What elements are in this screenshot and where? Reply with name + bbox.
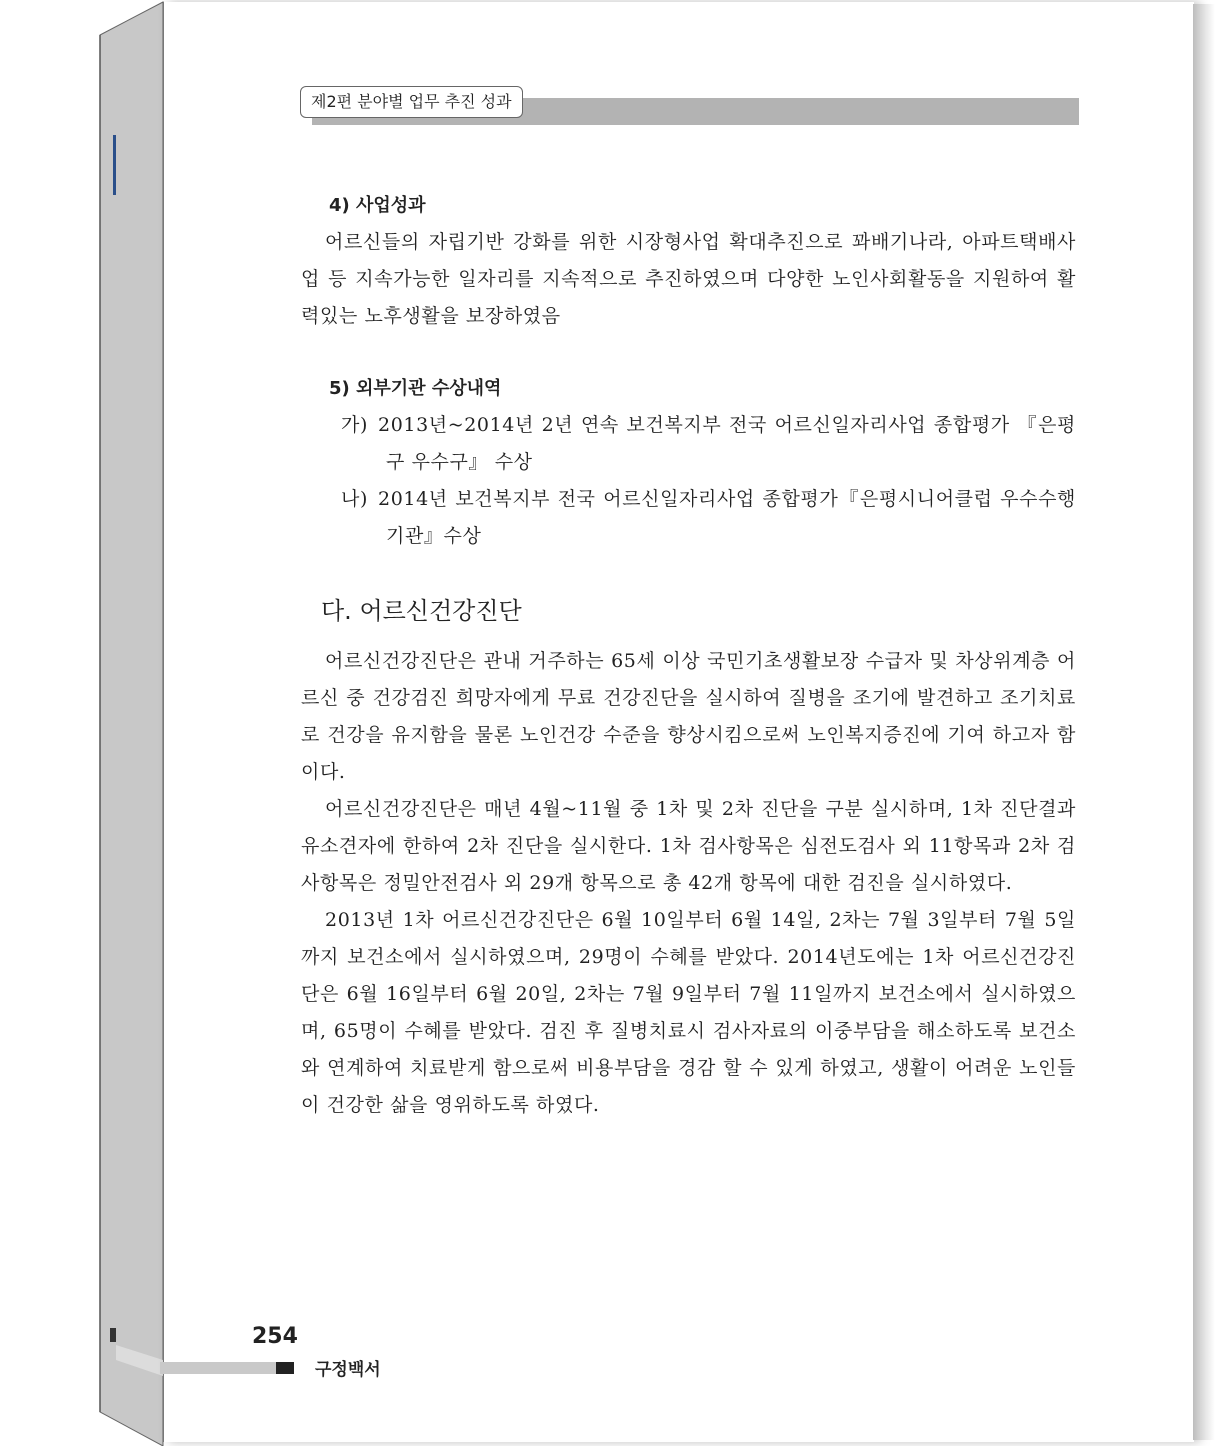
- business-results-heading: 4) 사업성과: [329, 195, 426, 216]
- health-paragraph-3: 2013년 1차 어르신건강진단은 6월 10일부터 6월 14일, 2차는 7월 3일부터 7월 5일까지 보건소에서 실시하였으며, 29명이 수혜를 받았다. 2014년도에는 1차 어르신건강진단은 6월 16일부터 6월 20일, 2차는 7월 9일부터 7월 11일까지 보건소에서 실시하였으며, 65명이 수혜를 받았다. 검진 후 질병치료시 검사자료의 이중부담을 해소하도록 보건소와 연계하여 치료받게 함으로써 비용부담을 경감 할 수 있게 하였고, 생활이 어려운 노인들이 건강한 삶을 영위하도록 하였다.: [301, 909, 1076, 1116]
- business-results-section: [301, 194, 1076, 335]
- health-paragraph-1: 어르신건강진단은 관내 거주하는 65세 이상 국민기초생활보장 수급자 및 차상위계층 어르신 중 건강검진 희망자에게 무료 건강진단을 실시하여 질병을 조기에 발견하고 조기치료로 건강을 유지함을 물론 노인건강 수준을 향상시킴으로써 노인복지증진에 기여 하고자 함이다.: [301, 650, 1076, 783]
- footer-rule: [160, 1362, 278, 1374]
- book-title: 구정백서: [315, 1360, 381, 1380]
- section-title: 다. 어르신건강진단: [321, 597, 522, 625]
- awards-section: [301, 377, 1076, 555]
- award-item: [301, 407, 1076, 481]
- award-item: [301, 481, 1076, 555]
- award-text: 2013년~2014년 2년 연속 보건복지부 전국 어르신일자리사업 종합평가 『은평구 우수구』 수상: [378, 414, 1076, 473]
- award-marker: 나): [341, 488, 368, 510]
- award-marker: 가): [341, 414, 368, 436]
- awards-heading: 5) 외부기관 수상내역: [329, 378, 502, 399]
- page-number: 254: [252, 1324, 298, 1349]
- award-text: 2014년 보건복지부 전국 어르신일자리사업 종합평가『은평시니어클럽 우수수행기관』수상: [378, 488, 1076, 547]
- health-paragraph-2: 어르신건강진단은 매년 4월~11월 중 1차 및 2차 진단을 구분 실시하며, 1차 진단결과 유소견자에 한하여 2차 진단을 실시한다. 1차 검사항목은 심전도검사 외 11항목과 2차 검사항목은 정밀안전검사 외 29개 항목으로 총 42개 항목에 대한 검진을 실시하였다.: [301, 798, 1076, 894]
- page-edge: [1193, 4, 1215, 1440]
- health-checkup-section: [301, 595, 1076, 1124]
- business-results-paragraph: 어르신들의 자립기반 강화를 위한 시장형사업 확대추진으로 꽈배기나라, 아파트택배사업 등 지속가능한 일자리를 지속적으로 추진하였으며 다양한 노인사회활동을 지원하여 활력있는 노후생활을 보장하였음: [301, 231, 1076, 327]
- section-label: 제2편 분야별 업무 추진 성과: [300, 86, 523, 118]
- footer-block: [276, 1362, 294, 1374]
